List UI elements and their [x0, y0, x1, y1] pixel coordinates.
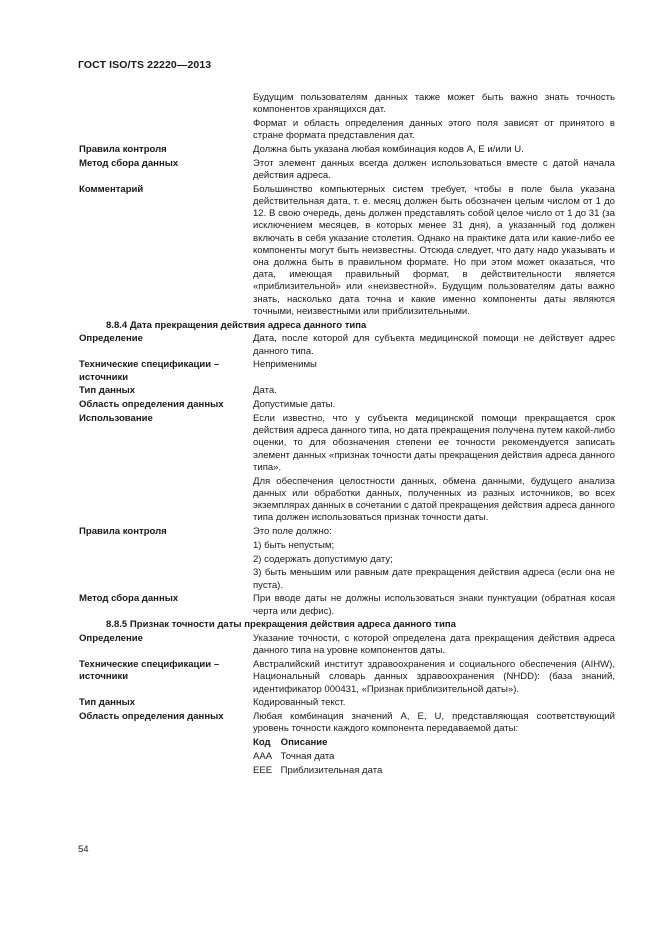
term-label: Комментарий — [79, 183, 144, 195]
codes-block — [79, 737, 615, 778]
document-header: ГОСТ ISO/TS 22220—2013 — [78, 59, 212, 71]
paragraph: Большинство компьютерных систем требует, чтобы в поле была указана действительная дата, т. е. месяц должен быть обозначен целым числом от 1 до 12. В свою очередь, день должен представлять собой целое число от 1 до 31 (за исключением месяцев, в которых менее 31 дня), а указанный год должен включать в себя указание столетия. Однако на практике дата или какие-либо ее компоненты могут быть неизвестны. Отсюда следует, что дату надо указывать и она должна быть в правильном формате. Но при этом может оказаться, что дата, имеющая правильный формат, в действительности является «приблизительной» или «неизвестной». Будущим пользователям даты важно знать, насколько дата точна и какие именно компоненты даты являются точными, неизвестными или приблизительными. — [253, 183, 615, 317]
codes-col-code: Код — [253, 737, 271, 749]
term-label: Технические спецификации – источники — [79, 359, 220, 383]
term-value — [253, 593, 615, 617]
rows-group-c — [79, 633, 615, 735]
term-label: Использование — [79, 413, 153, 425]
codes-table — [253, 737, 615, 778]
term-value — [253, 158, 615, 182]
paragraph: 2) содержать допустимую дату; — [253, 553, 393, 565]
definition-row — [79, 184, 615, 318]
term-cell — [79, 92, 253, 142]
paragraph: Допустимые даты. — [253, 399, 336, 411]
paragraph: Любая комбинация значений A, E, U, представляющая соответствующий уровень точности каждого компонента передаваемой даты: — [253, 711, 615, 735]
term-label: Область определения данных — [79, 711, 224, 723]
term-value — [253, 359, 615, 383]
value-cell — [253, 92, 615, 142]
term-value — [253, 144, 615, 156]
paragraph: Если известно, что у субъекта медицинской помощи прекращается срок действия адреса данного типа, но дата прекращения получена путем какой-либо оценки, то для обозначения степени ее точности рекомендуется записать элемент данных «признак точности даты прекращения действия адреса данного типа». — [253, 413, 615, 473]
definition-row — [79, 144, 615, 156]
section-heading-885: 8.8.5 Признак точности даты прекращения действия адреса данного типа — [106, 619, 456, 631]
paragraph: Кодированный текст. — [253, 697, 346, 709]
definition-row — [79, 413, 615, 524]
term-label: Метод сбора данных — [79, 593, 179, 605]
code-value: EEE — [253, 764, 273, 776]
paragraph: При вводе даты не должны использоваться знаки пунктуации (обратная косая черта или дефис). — [253, 593, 615, 617]
code-description: Приблизительная дата — [280, 764, 383, 776]
term-value — [253, 385, 615, 397]
paragraph: Дата, после которой для субъекта медицинской помощи не действует адрес данного типа. — [253, 333, 615, 357]
term-value — [253, 526, 615, 592]
term-value — [253, 184, 615, 318]
paragraph: Будущим пользователям данных также может быть важно знать точность компонентов хранящихся дат. — [253, 92, 615, 116]
paragraph: Австралийский институт здравоохранения и социального обеспечения (AIHW), Национальный словарь данных здравоохранения (NHDD): (база знаний, идентификатор 000431, «Признак приблизительной даты»). — [253, 659, 615, 695]
codes-row — [253, 751, 615, 763]
term-value — [253, 697, 615, 709]
document-body — [79, 92, 615, 780]
page-number: 54 — [78, 844, 89, 855]
definition-row — [79, 659, 615, 696]
definition-row — [79, 593, 615, 617]
paragraph: Неприменимы — [253, 359, 317, 371]
paragraph: Дата. — [253, 385, 277, 397]
term-value — [253, 413, 615, 524]
definition-row — [79, 697, 615, 709]
term-value — [253, 633, 615, 657]
intro-block — [79, 92, 615, 142]
definition-row — [79, 385, 615, 397]
term-label: Тип данных — [79, 385, 136, 397]
codes-col-desc: Описание — [280, 737, 328, 749]
paragraph: Указание точности, с которой определена дата прекращения действия адреса данного типа на уровне компонентов даты. — [253, 633, 615, 657]
definition-row — [79, 526, 615, 592]
rows-group-b — [79, 333, 615, 617]
term-value — [253, 659, 615, 696]
definition-row — [79, 158, 615, 182]
term-value — [253, 333, 615, 357]
term-value — [253, 399, 615, 411]
definition-row — [79, 633, 615, 657]
rows-group-a — [79, 144, 615, 318]
term-label: Технические спецификации – источники — [79, 659, 220, 683]
term-label: Метод сбора данных — [79, 157, 179, 169]
codes-row — [253, 765, 615, 777]
code-value: AAA — [253, 751, 273, 763]
section-heading-884: 8.8.4 Дата прекращения действия адреса данного типа — [106, 319, 367, 331]
definition-row — [79, 333, 615, 357]
term-label: Правила контроля — [79, 144, 167, 155]
paragraph: Должна быть указана любая комбинация кодов A, E и/или U. — [253, 144, 524, 155]
paragraph: Для обеспечения целостности данных, обмена данными, будущего анализа данных или обработки данных, полученных из разных источников, во всех экземплярах данных в сочетании с датой прекращения действия адреса данного типа должен использоваться признак точности даты. — [253, 475, 615, 524]
term-label: Правила контроля — [79, 526, 167, 538]
term-cell — [79, 737, 253, 778]
definition-row — [79, 399, 615, 411]
term-value — [253, 711, 615, 735]
codes-header — [253, 737, 615, 749]
paragraph: 1) быть непустым; — [253, 539, 335, 551]
definition-row — [79, 711, 615, 735]
definition-row — [79, 359, 615, 383]
code-description: Точная дата — [280, 751, 335, 763]
term-label: Определение — [79, 333, 143, 345]
paragraph: Этот элемент данных всегда должен использоваться вместе с датой начала действия адреса. — [253, 157, 615, 181]
term-label: Определение — [79, 633, 143, 645]
term-label: Тип данных — [79, 697, 136, 709]
term-label: Область определения данных — [79, 399, 224, 411]
paragraph: 3) быть меньшим или равным дате прекращения действия адреса (если она не пуста). — [253, 567, 615, 591]
paragraph: Формат и область определения данных этого поля зависят от принятого в стране формата представления дат. — [253, 118, 615, 142]
paragraph: Это поле должно: — [253, 526, 332, 538]
